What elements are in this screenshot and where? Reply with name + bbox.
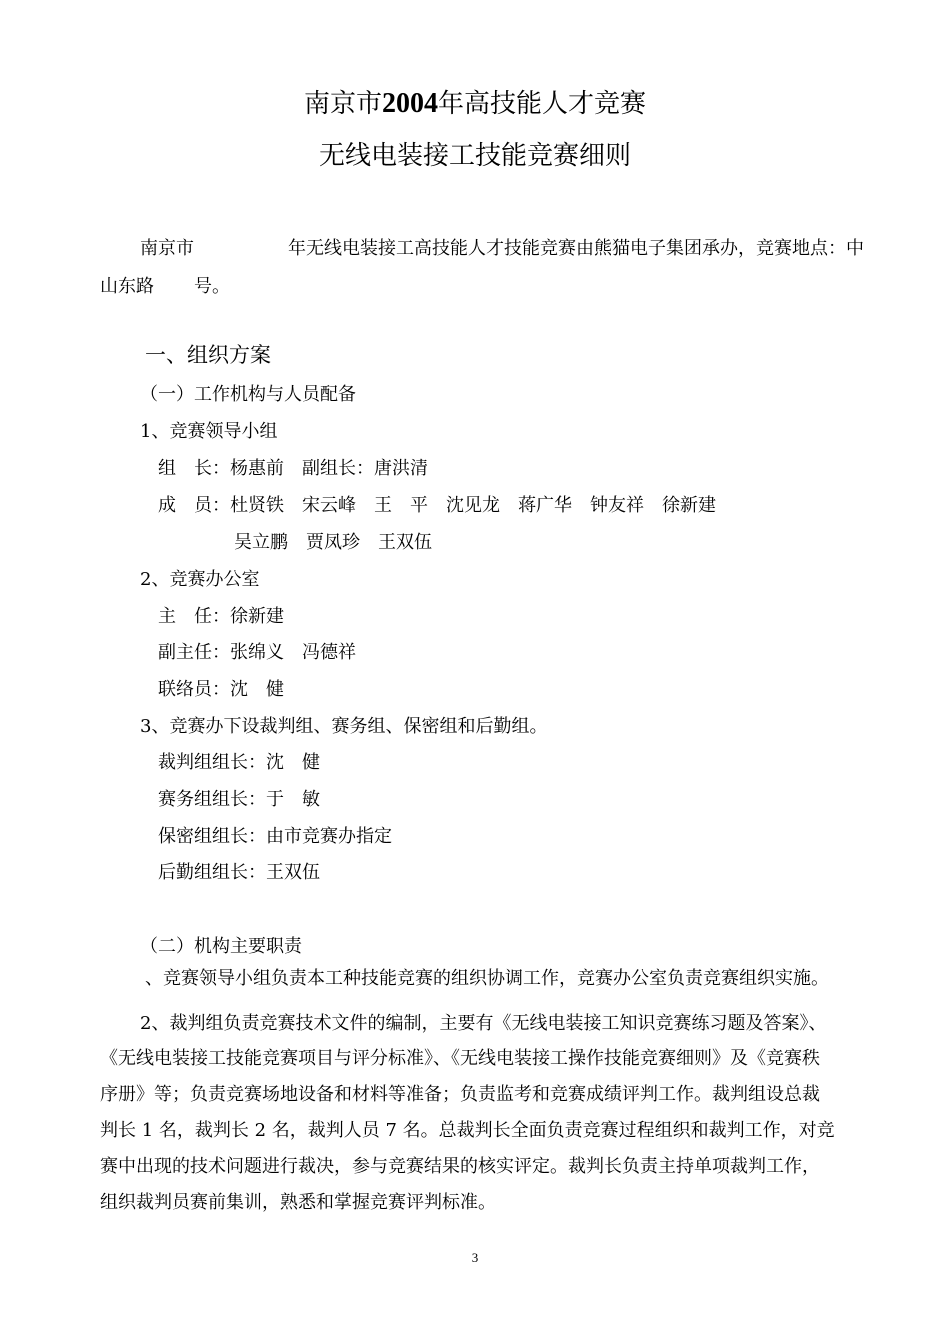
office-director bbox=[158, 605, 284, 629]
vice-name: 冯德祥 bbox=[302, 642, 356, 663]
intro-line-2 bbox=[100, 275, 230, 299]
member-name: 沈见龙 bbox=[446, 495, 500, 516]
affairs-label: 赛务组组长： bbox=[158, 789, 266, 810]
subheading-staffing: （一）工作机构与人员配备 bbox=[140, 384, 356, 405]
logistics-group-leader bbox=[158, 861, 320, 885]
leading-group-members-row-2 bbox=[234, 531, 432, 555]
security-group-leader bbox=[158, 825, 392, 849]
duty-paragraph-2-line-6: 组织裁判员赛前集训，熟悉和掌握竞赛评判标准。 bbox=[100, 1192, 496, 1213]
intro-line-1 bbox=[140, 237, 864, 261]
leader-name: 杨惠前 bbox=[230, 458, 284, 479]
office-liaison bbox=[158, 678, 284, 702]
intro-text-1: 年无线电装接工高技能人才技能竞赛由熊猫电子集团承办，竞赛地点：中 bbox=[288, 238, 864, 259]
member-name: 徐新建 bbox=[662, 495, 716, 516]
duty-paragraph-2-line-3: 序册》等；负责竞赛场地设备和材料等准备；负责监考和竞赛成绩评判工作。裁判组设总裁 bbox=[100, 1084, 820, 1105]
title-year: 2004 bbox=[382, 88, 438, 119]
director-name: 徐新建 bbox=[230, 606, 284, 627]
duty-paragraph-2-line-1: 2、裁判组负责竞赛技术文件的编制，主要有《无线电装接工知识竞赛练习题及答案》、 bbox=[140, 1013, 827, 1034]
title-suffix: 年高技能人才竞赛 bbox=[438, 89, 647, 119]
security-name: 由市竞赛办指定 bbox=[266, 826, 392, 847]
duty-paragraph-1: 、竞赛领导小组负责本工种技能竞赛的组织协调工作，竞赛办公室负责竞赛组织实施。 bbox=[145, 968, 829, 989]
section-heading-organization: 一、组织方案 bbox=[145, 343, 271, 367]
title-line-1 bbox=[0, 88, 950, 120]
member-name: 蒋广华 bbox=[518, 495, 572, 516]
office-vice-director bbox=[158, 641, 356, 665]
member-name: 杜贤铁 bbox=[230, 495, 284, 516]
liaison-name: 沈 健 bbox=[230, 679, 284, 700]
vice-label: 副主任： bbox=[158, 642, 230, 663]
member-name: 吴立鹏 bbox=[234, 532, 288, 553]
leader-label: 组 长： bbox=[158, 458, 230, 479]
referee-name: 沈 健 bbox=[266, 752, 320, 773]
intro-city: 南京市 bbox=[140, 238, 194, 259]
leading-group-members-row-1 bbox=[158, 494, 716, 518]
liaison-label: 联络员： bbox=[158, 679, 230, 700]
member-name: 宋云峰 bbox=[302, 495, 356, 516]
title-line-2: 无线电装接工技能竞赛细则 bbox=[318, 141, 631, 171]
logistics-label: 后勤组组长： bbox=[158, 862, 266, 883]
referee-label: 裁判组组长： bbox=[158, 752, 266, 773]
member-name: 钟友祥 bbox=[590, 495, 644, 516]
page-number: 3 bbox=[471, 1250, 479, 1265]
member-name: 贾凤珍 bbox=[306, 532, 360, 553]
duty-paragraph-2-line-5: 赛中出现的技术问题进行裁决，参与竞赛结果的核实评定。裁判长负责主持单项裁判工作， bbox=[100, 1156, 820, 1177]
affairs-group-leader bbox=[158, 788, 320, 812]
member-name: 王双伍 bbox=[378, 532, 432, 553]
vice-name: 张绵义 bbox=[230, 642, 284, 663]
duty-paragraph-2-line-2: 《无线电装接工技能竞赛项目与评分标准》、《无线电装接工操作技能竞赛细则》及《竞赛秩 bbox=[100, 1048, 820, 1069]
security-label: 保密组组长： bbox=[158, 826, 266, 847]
leading-group-leaders bbox=[158, 457, 428, 481]
item-office-title: 2、竞赛办公室 bbox=[140, 569, 260, 590]
referee-group-leader bbox=[158, 751, 320, 775]
deputy-label: 副组长： bbox=[302, 458, 374, 479]
deputy-name: 唐洪清 bbox=[374, 458, 428, 479]
intro-number-suffix: 号。 bbox=[194, 276, 230, 297]
members-label: 成 员： bbox=[158, 495, 230, 516]
intro-road: 山东路 bbox=[100, 276, 154, 297]
duty-paragraph-2-line-4: 判长 1 名，裁判长 2 名，裁判人员 7 名。总裁判长全面负责竞赛过程组织和裁判工作，对竞 bbox=[100, 1120, 835, 1141]
subheading-duties: （二）机构主要职责 bbox=[140, 936, 302, 957]
logistics-name: 王双伍 bbox=[266, 862, 320, 883]
title-prefix: 南京市 bbox=[303, 89, 382, 119]
affairs-name: 于 敏 bbox=[266, 789, 320, 810]
member-name: 王 平 bbox=[374, 495, 428, 516]
director-label: 主 任： bbox=[158, 606, 230, 627]
item-groups-title: 3、竞赛办下设裁判组、赛务组、保密组和后勤组。 bbox=[140, 716, 548, 737]
item-leading-group-title: 1、竞赛领导小组 bbox=[140, 421, 278, 442]
